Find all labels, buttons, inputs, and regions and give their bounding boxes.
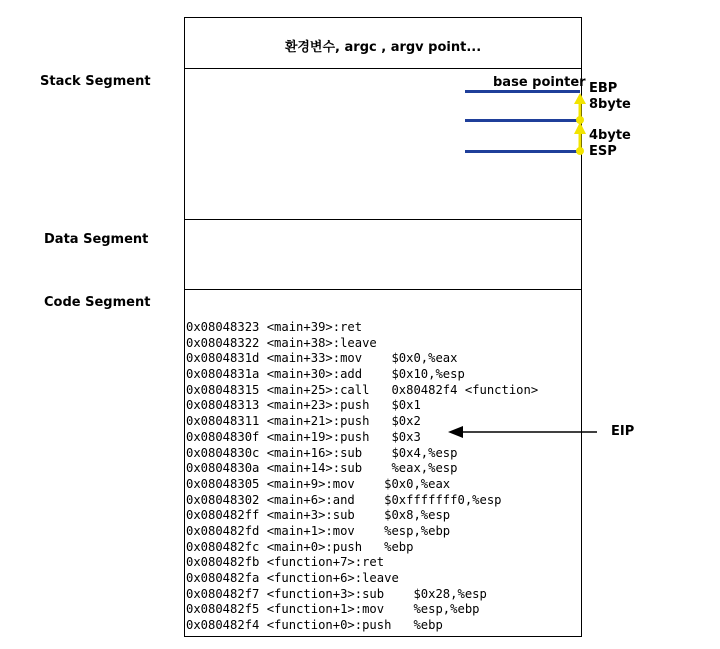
code-line: 0x0804831a <main+30>:add $0x10,%esp xyxy=(186,367,465,382)
stack-segment-label: Stack Segment xyxy=(40,74,151,89)
code-line: 0x08048311 <main+21>:push $0x2 xyxy=(186,414,421,429)
code-line: 0x08048302 <main+6>:and $0xfffffff0,%esp xyxy=(186,492,502,507)
code-line: 0x0804830c <main+16>:sub $0x4,%esp xyxy=(186,445,458,460)
code-line: 0x08048313 <main+23>:push $0x1 xyxy=(186,398,421,413)
env-box xyxy=(184,17,582,69)
code-line: 0x08048305 <main+9>:mov $0x0,%eax xyxy=(186,476,451,491)
ebp-label: EBP xyxy=(589,81,618,96)
code-line: 0x08048315 <main+25>:call 0x80482f4 <function> xyxy=(186,382,539,397)
code-line: 0x080482fd <main+1>:mov %esp,%ebp xyxy=(186,523,451,538)
code-line: 0x080482f7 <function+3>:sub $0x28,%esp xyxy=(186,586,487,601)
code-line-eip: 0x0804830f <main+19>:push $0x3 xyxy=(186,429,421,444)
base-pointer-label: base pointer xyxy=(493,75,586,90)
code-line: 0x08048323 <main+39>:ret xyxy=(186,320,363,334)
mid-line xyxy=(465,119,580,122)
code-line: 0x080482f4 <function+0>:push %ebp xyxy=(186,618,443,633)
code-line: 0x080482fa <function+6>:leave xyxy=(186,571,399,585)
code-segment-label: Code Segment xyxy=(44,295,151,310)
code-line: 0x0804831d <main+33>:mov $0x0,%eax xyxy=(186,351,458,366)
size-4byte-label: 4byte xyxy=(589,128,631,143)
esp-line xyxy=(465,150,580,153)
code-listing xyxy=(185,320,538,634)
ebp-line xyxy=(465,90,580,93)
code-line: 0x0804830a <main+14>:sub %eax,%esp xyxy=(186,461,458,476)
code-line: 0x080482fc <main+0>:push %ebp xyxy=(186,539,414,554)
code-line: 0x080482ff <main+3>:sub $0x8,%esp xyxy=(186,508,451,523)
code-line: 0x080482f5 <function+1>:mov %esp,%ebp xyxy=(186,602,480,617)
env-text: 환경변수, argc , argv point... xyxy=(284,40,482,55)
data-segment-label: Data Segment xyxy=(44,232,149,247)
data-segment-box xyxy=(184,219,582,290)
size-8byte-label: 8byte xyxy=(589,97,631,112)
code-line: 0x08048322 <main+38>:leave xyxy=(186,335,377,350)
code-segment-box xyxy=(184,289,582,637)
code-line: 0x080482fb <function+7>:ret xyxy=(186,555,385,570)
esp-label: ESP xyxy=(589,144,617,159)
eip-label: EIP xyxy=(611,424,635,439)
